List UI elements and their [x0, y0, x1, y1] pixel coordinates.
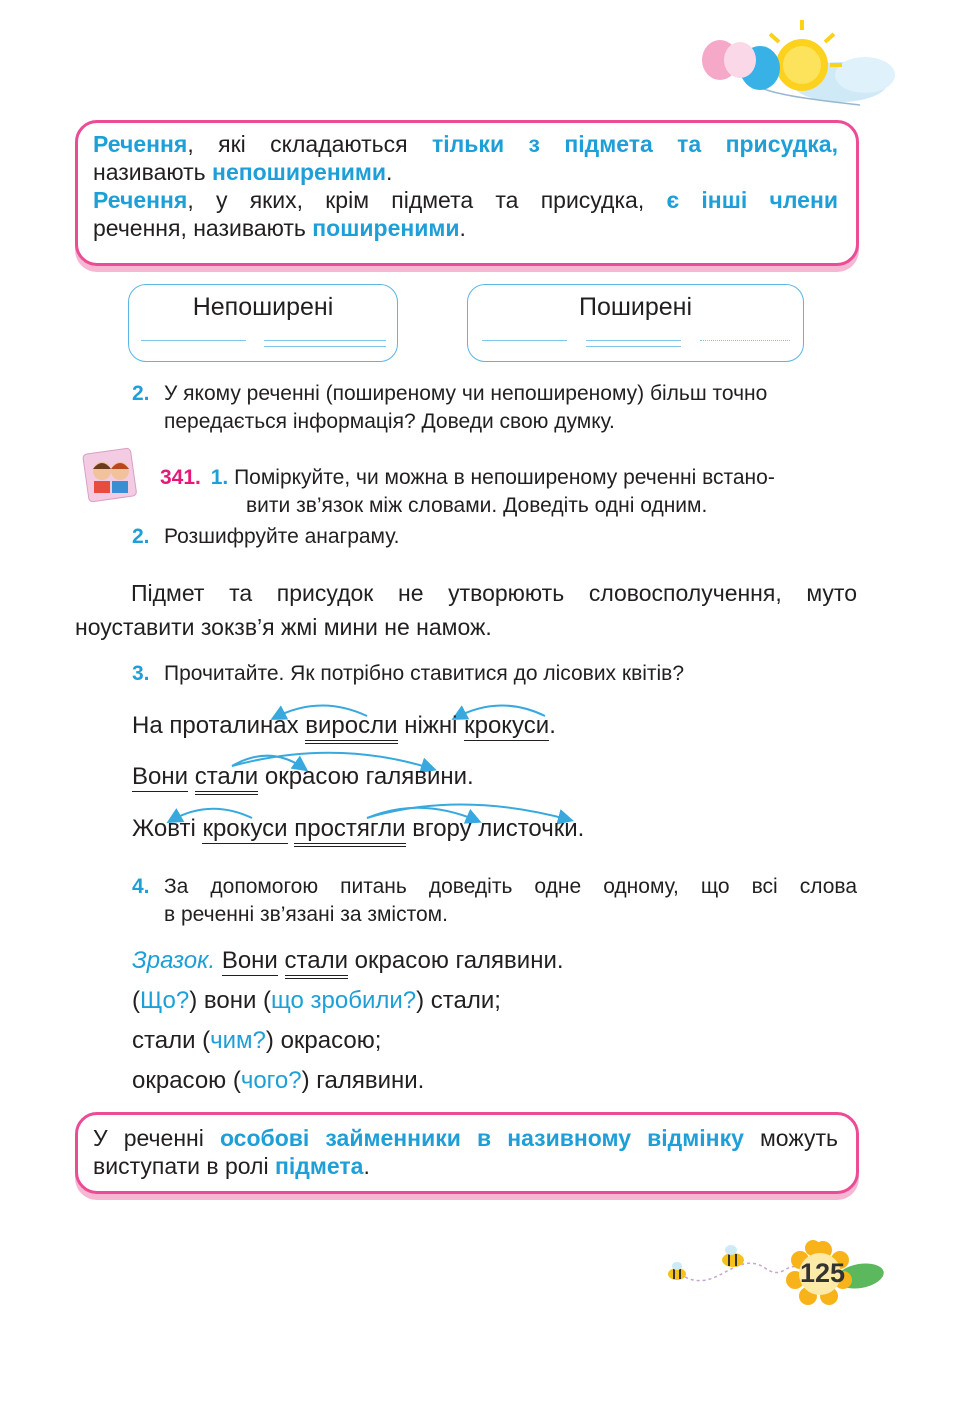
subject-word: Вони [132, 763, 189, 790]
predicate-word: простягли [294, 815, 405, 847]
task-341-2: 2. Розшифруйте анаграму. [132, 525, 400, 548]
rule-text-1: Речення, які складаються тільки з підмета та присудка, називають непоширеними. Речення, у яких, крім підмета та присудка, є інші члени речення, називають поширеними. [93, 131, 838, 241]
anagram-text: Підмет та присудок не утворюють словосполучення, муто ноуставити зокзв’я жмі мини не намож. [75, 580, 857, 640]
category-box-poshyreni [467, 284, 804, 362]
category-title-poshyreni: Поширені [578, 293, 693, 321]
exercise-number: 341. [160, 466, 201, 489]
exercise-341: 341. 1. Поміркуйте, чи можна в непоширеному реченні встано- вити зв’язок між словами. Доведіть одні одним. [160, 466, 775, 517]
answer-line [586, 346, 681, 347]
predicate-word: виросли [305, 712, 397, 744]
answer-line [264, 346, 386, 347]
answer-line [264, 340, 386, 341]
task-3: 3. Прочитайте. Як потрібно ставитися до лісових квітів? [132, 662, 685, 685]
sample-line-1: Зразок. Вони стали окрасою галявини. [132, 947, 564, 975]
term-other-members: є інші члени [666, 187, 838, 213]
answer-line [700, 340, 790, 341]
term-pidmet: підмета [274, 1153, 364, 1179]
sentence-2: Вони стали окрасою галявини. [132, 763, 474, 791]
sample-line-2: (Що?) вони (що зробили?) стали; [132, 987, 501, 1014]
bees-decoration [655, 1238, 890, 1310]
answer-line [141, 340, 246, 341]
subject-word: крокуси [202, 815, 288, 842]
term-personal-pronouns: особові займенники в називному відмінку [219, 1125, 744, 1151]
rule-text-2: У реченні особові займенники в називному відмінку можуть виступати в ролі підмета. [93, 1125, 838, 1179]
predicate-word: стали [195, 763, 258, 795]
answer-line [586, 340, 681, 341]
balloons-sun-decoration [690, 20, 910, 130]
task-4: 4. За допомогою питань доведіть одне одному, що всі слова в реченні зв’язані за змістом. [132, 875, 857, 926]
term-rechennia: Речення [93, 131, 188, 157]
sample-label: Зразок. [132, 947, 216, 974]
sample-line-4: окрасою (чого?) галявини. [132, 1067, 425, 1094]
term-neposhyreni: непоширеними [212, 159, 387, 185]
answer-line [482, 340, 567, 341]
sentence-3: Жовті крокуси простягли вгору листочки. [132, 815, 584, 843]
predicate-word: стали [285, 947, 348, 979]
term-only-subject-predicate: тільки з підмета та присудка, [432, 131, 838, 157]
sentence-1: На проталинах виросли ніжні крокуси. [132, 712, 556, 740]
term-rechennia-2: Речення [93, 187, 188, 213]
category-box-neposhyreni [128, 284, 398, 362]
task-2: 2. У якому реченні (поширеному чи непоширеному) більш точно передається інформація? Доведи свою думку. [132, 382, 768, 433]
subject-word: Вони [221, 947, 278, 974]
subject-word: крокуси [464, 712, 550, 739]
pair-work-icon [80, 447, 140, 507]
sample-line-3: стали (чим?) окрасою; [132, 1027, 382, 1054]
page-number: 125 [800, 1258, 846, 1288]
category-title-neposhyreni: Непоширені [192, 293, 334, 321]
term-poshyreni: поширеними [312, 215, 460, 241]
